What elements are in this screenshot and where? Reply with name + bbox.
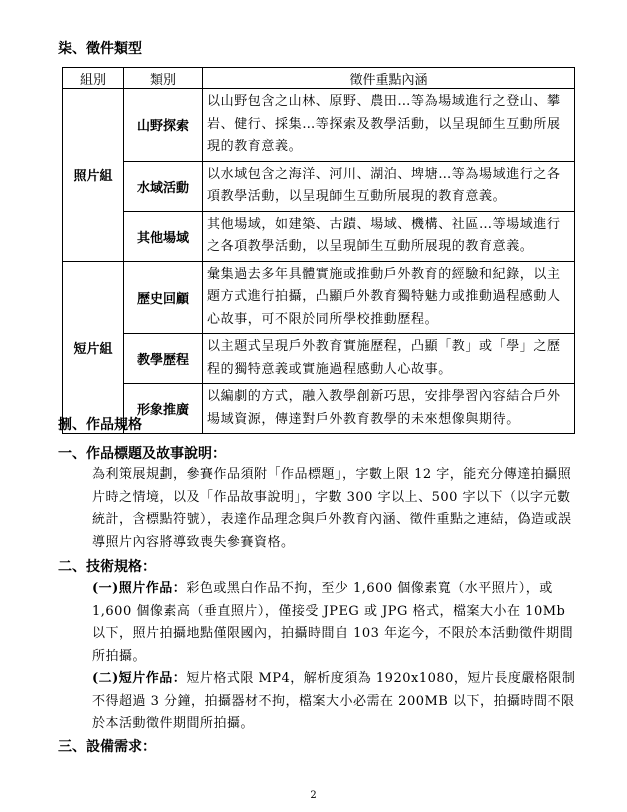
table-row (63, 211, 575, 261)
group-cell-photo: 照片組 (63, 89, 124, 262)
description-cell: 以主題式呈現戶外教育實施歷程，凸顯「教」或「學」之歷程的獨特意義或實施過程感動人心故事。 (203, 334, 575, 384)
description-cell: 彙集過去多年具體實施或推動戶外教育的經驗和紀錄，以主題方式進行拍攝，凸顯戶外教育獨特魅力或推動過程感動人心故事，可不限於同所學校推動歷程。 (203, 261, 575, 334)
category-cell: 水域活動 (124, 161, 203, 211)
group-cell-video: 短片組 (63, 261, 124, 434)
header-group: 組別 (63, 68, 124, 89)
spec-item-photo (92, 578, 576, 668)
section-heading-7: 柒、徵件類型 (58, 41, 142, 57)
spec-item-body: 短片格式限 MP4，解析度須為 1920x1080，短片長度嚴格限制不得超過 3 分鐘，拍攝器材不拘，檔案大小必需在 200MB 以下，拍攝時間不限於本活動徵件期間所拍攝。 (92, 671, 576, 731)
table-row (63, 161, 575, 211)
subsection-heading-2: 二、技術規格： (58, 559, 156, 575)
page-number: 2 (310, 790, 317, 801)
category-cell: 形象推廣 (124, 384, 203, 434)
header-description: 徵件重點內涵 (203, 68, 575, 89)
category-cell: 教學歷程 (124, 334, 203, 384)
subsection-1-body: 為利策展規劃，參賽作品須附「作品標題」，字數上限 12 字，能充分傳達拍攝照片時之情境，以及「作品故事說明」，字數 300 字以上、500 字以下（以字元數統計，含標點符號），表達作品理念與戶外教育內涵、徵件重點之連結，偽造或誤導照片內容將導致喪失參賽資格。 (92, 467, 572, 550)
description-cell: 以編劇的方式，融入教學創新巧思，安排學習內容結合戶外場域資源，傳達對戶外教育教學的未來想像與期待。 (203, 384, 575, 434)
subsection-heading-1: 一、作品標題及故事說明： (58, 446, 226, 462)
table-row (63, 89, 575, 162)
description-cell: 以山野包含之山林、原野、農田…等為場域進行之登山、攀岩、健行、採集…等探索及教學活動，以呈現師生互動所展現的教育意義。 (203, 89, 575, 162)
table-row (63, 261, 575, 334)
description-cell: 以水域包含之海洋、河川、湖泊、埤塘…等為場域進行之各項教學活動，以呈現師生互動所展現的教育意義。 (203, 161, 575, 211)
header-category: 類別 (124, 68, 203, 89)
category-cell: 歷史回顧 (124, 261, 203, 334)
spec-item-video (92, 668, 576, 736)
category-cell: 山野探索 (124, 89, 203, 162)
table-row (63, 334, 575, 384)
category-cell: 其他場域 (124, 211, 203, 261)
spec-item-body: 彩色或黑白作品不拘，至少 1,600 個像素寬（水平照片），或 1,600 個像素高（垂直照片），僅接受 JPEG 或 JPG 格式，檔案大小在 10Mb 以下，照片拍攝地點僅限國內，拍攝時間自 103 年迄今，不限於本活動徵件期間所拍攝。 (92, 581, 574, 664)
section-heading-8: 捌、作品規格 (58, 417, 142, 433)
submission-category-table (62, 67, 575, 434)
spec-item-label: (二)短片作品： (92, 671, 187, 686)
description-cell: 其他場域，如建築、古蹟、場域、機構、社區…等場域進行之各項教學活動，以呈現師生互動所展現的教育意義。 (203, 211, 575, 261)
subsection-heading-3: 三、設備需求： (58, 739, 156, 755)
table-header-row (63, 68, 575, 89)
spec-item-label: (一)照片作品： (92, 581, 187, 596)
